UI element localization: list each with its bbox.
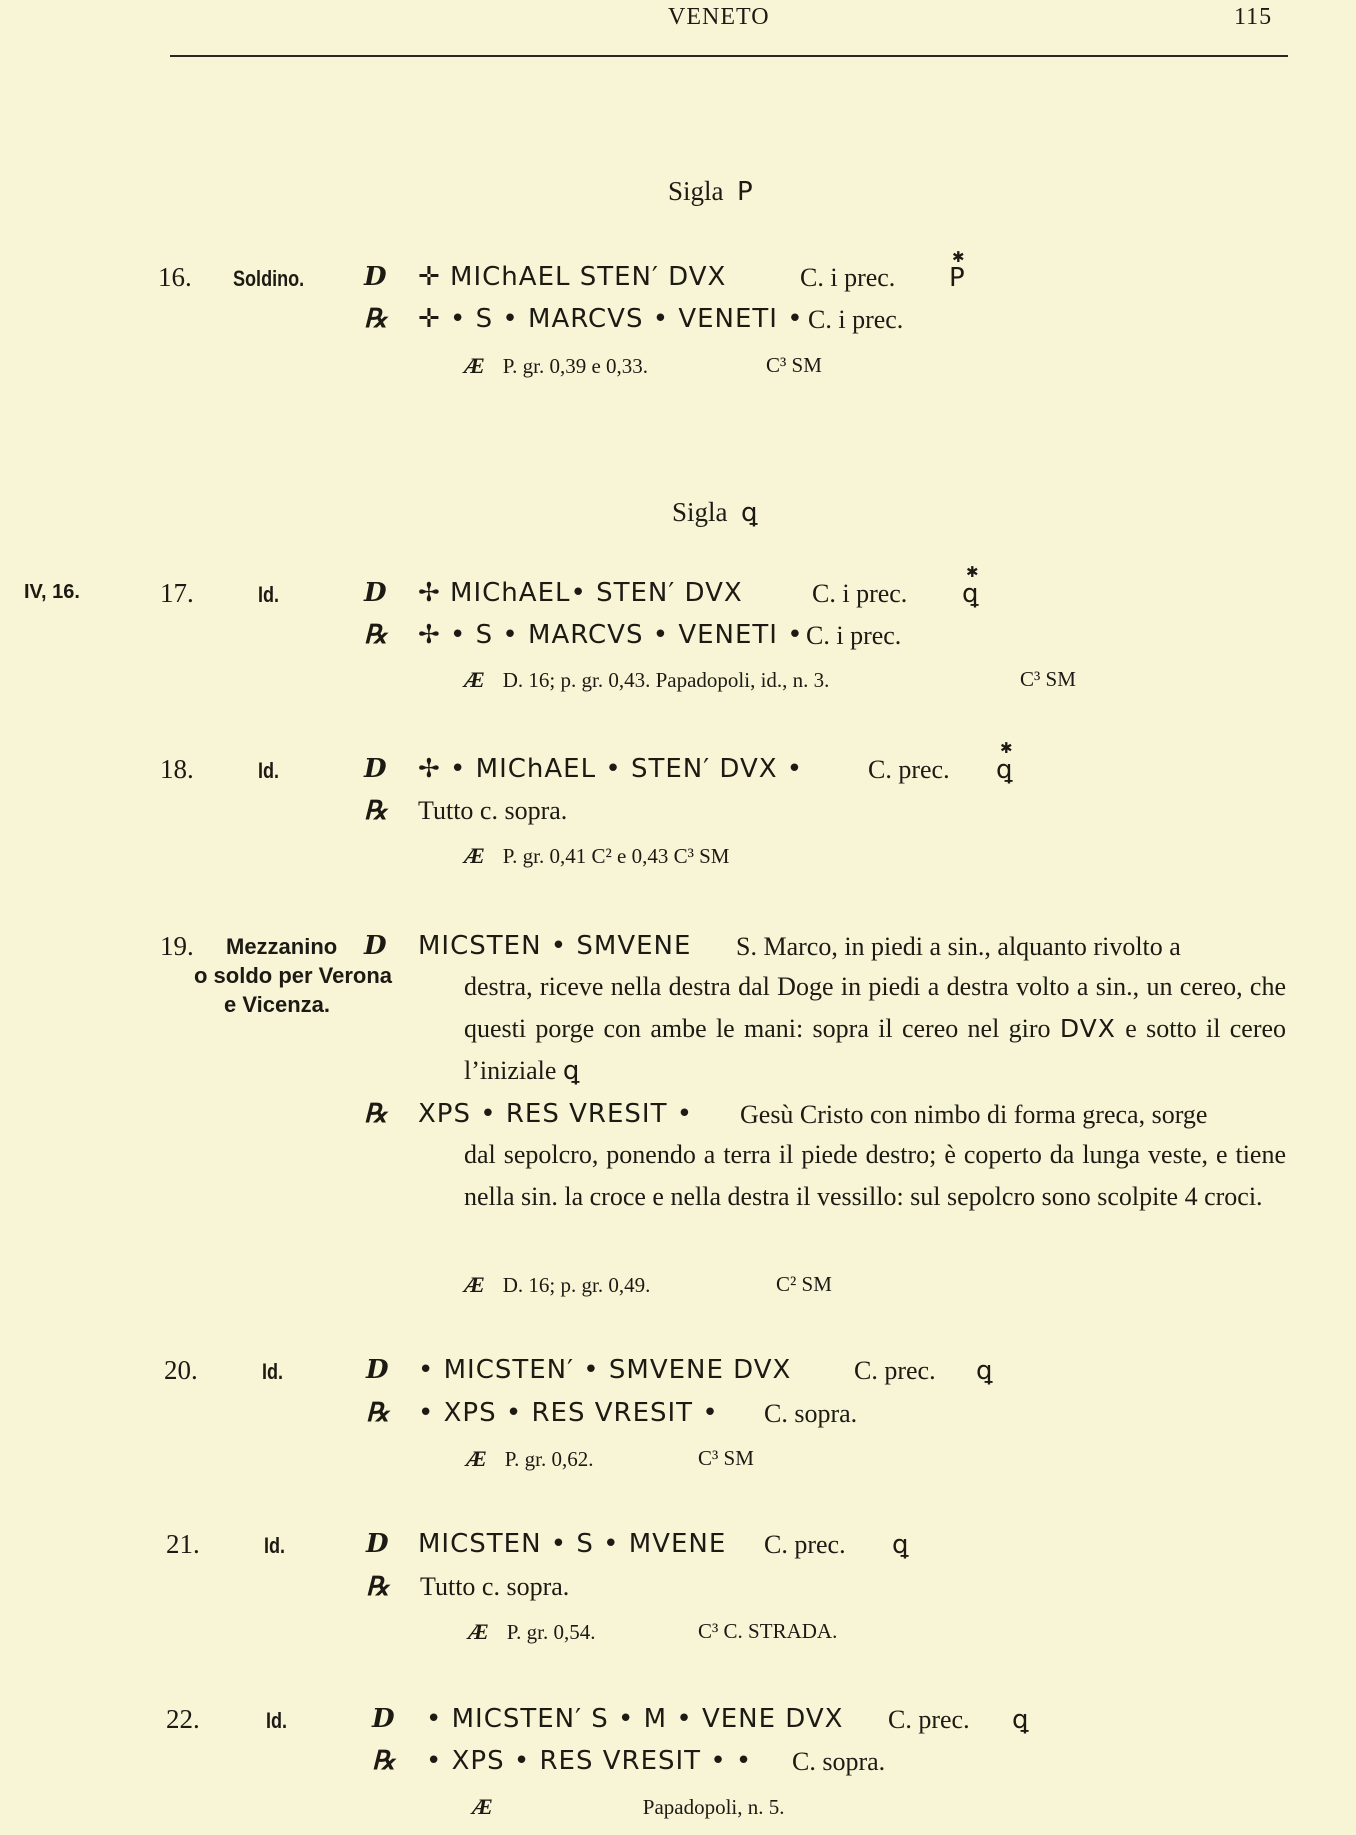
reverse-legend: • XPS • RES VRESIT • • [426,1746,753,1776]
obverse-sigil: D [366,1529,389,1559]
obverse-legend: MICSTEN • SMVENE [418,931,692,961]
specimen-data: Æ P. gr. 0,62. [466,1446,594,1471]
obverse-description: C. prec. [764,1530,846,1559]
obverse-legend: MICSTEN • S • MVENE [418,1529,727,1559]
metal-symbol: Æ [464,353,485,378]
asterisk-mark: ✱ [966,563,979,581]
specimen-data: Æ P. gr. 0,41 C² e 0,43 C³ SM [464,843,730,868]
sigla-mark: ꝗ [962,579,979,609]
entry-number: 20. [164,1355,198,1385]
coin-name-line-2: o soldo per Verona [194,963,393,988]
obverse-description: C. prec. [888,1705,970,1734]
obverse-sigil: D [364,262,387,292]
header-rule [170,55,1288,57]
coin-name: Id. [258,758,280,783]
sigla-mark: P [949,263,965,293]
entry-number: 22. [166,1704,200,1734]
entry-number: 16. [158,262,192,292]
sigla-letter: ꝗ [741,498,758,528]
sigla-letter: P [737,177,753,207]
obverse-legend: • MICSTEN′ S • M • VENE DVX [426,1704,844,1734]
entry-number: 21. [166,1529,200,1559]
section-heading-q: Sigla ꝗ [672,497,758,528]
obverse-description: C. i prec. [800,263,896,292]
coin-name: Soldino. [233,266,305,291]
collection: C² SM [776,1272,832,1296]
reverse-sigil: ℞ [366,1572,390,1602]
reverse-sigil: ℞ [364,1099,388,1129]
coin-name: Id. [262,1359,284,1384]
obverse-legend: ✛ MIChAEL STEN′ DVX [418,262,727,292]
entry-number: 18. [160,754,194,784]
reverse-legend: • XPS • RES VRESIT • [418,1398,719,1428]
inscription: DVX [1059,1014,1116,1043]
reverse-sigil: ℞ [366,1398,390,1428]
collection: C³ SM [766,353,822,377]
obverse-legend: • MICSTEN′ • SMVENE DVX [418,1355,792,1385]
reverse-legend: ✛ • S • MARCVS • VENETI • [418,304,804,334]
entry-number: 19. [160,931,194,961]
asterisk-mark: ✱ [1000,739,1013,757]
obverse-description: C. prec. [854,1356,936,1385]
specimen-data: Æ D. 16; p. gr. 0,43. Papadopoli, id., n. 3. [464,667,830,692]
sigla-mark: ꝗ [1012,1705,1029,1735]
reverse-description: C. i prec. [808,305,904,334]
reverse-description: C. sopra. [764,1399,858,1428]
margin-reference: IV, 16. [24,581,80,603]
obverse-sigil: D [364,931,387,961]
metal-symbol: Æ [468,1619,489,1644]
sigla-mark: ꝗ [976,1356,993,1386]
reverse-description: C. i prec. [806,621,902,650]
collection: C³ SM [698,1446,754,1470]
obverse-legend: ✢ MIChAEL• STEN′ DVX [418,578,743,608]
page-number: 115 [1234,4,1273,30]
obverse-description: C. i prec. [812,579,908,608]
sigla-mark: ꝗ [996,755,1013,785]
obverse-legend: ✢ • MIChAEL • STEN′ DVX • [418,754,804,784]
specimen-data: Æ P. gr. 0,39 e 0,33. [464,353,649,378]
metal-symbol: Æ [472,1794,493,1819]
reverse-sigil: ℞ [364,304,388,334]
obverse-sigil: D [366,1355,389,1385]
asterisk-mark: ✱ [952,248,965,266]
coin-name-line-3: e Vicenza. [224,992,330,1017]
collection: C³ SM [1020,667,1076,691]
reverse-description: dal sepolcro, ponendo a terra il piede destro; è coperto da lunga veste, e tiene nella sin. la croce e nella destra il vessillo: sul sepolcro sono scolpite 4 croci. [464,1140,1286,1211]
specimen-data: Æ P. gr. 0,54. [468,1619,596,1644]
reverse-sigil: ℞ [364,620,388,650]
metal-symbol: Æ [464,843,485,868]
sigla-mark: ꝗ [892,1530,909,1560]
reverse-description: C. sopra. [792,1747,886,1776]
coin-name-line-1: Mezzanino [226,934,338,959]
obverse-description: C. prec. [868,755,950,784]
sigla-mark: ꝗ [562,1056,580,1086]
obverse-description-start: S. Marco, in piedi a sin., alquanto rivolto a [736,932,1181,961]
reverse-legend: ✢ • S • MARCVS • VENETI • [418,620,804,650]
collection: C³ C. STRADA. [698,1619,838,1643]
section-heading-p: Sigla P [668,176,753,207]
reverse-description-start: Gesù Cristo con nimbo di forma greca, sorge [740,1100,1208,1129]
obverse-sigil: D [372,1704,395,1734]
entry-number: 17. [160,578,194,608]
coin-name: Id. [258,582,280,607]
metal-symbol: Æ [464,667,485,692]
metal-symbol: Æ [464,1272,485,1297]
reverse-description: Tutto c. sopra. [420,1572,570,1601]
reverse-sigil: ℞ [364,796,388,826]
specimen-data: Æ Papadopoli, n. 5. [472,1794,785,1819]
coin-name: Id. [266,1708,288,1733]
metal-symbol: Æ [466,1446,487,1471]
obverse-sigil: D [364,754,387,784]
reverse-description: Tutto c. sopra. [418,796,568,825]
reverse-sigil: ℞ [372,1746,396,1776]
obverse-description: destra, riceve nella destra dal Doge in piedi a destra volto a sin., un cereo, che questi porge con ambe le mani: sopra il cereo nel giro DVX e sotto il cereo l’iniziale ꝗ [464,972,1287,1086]
reverse-legend: XPS • RES VRESIT • [418,1099,694,1129]
coin-name: Id. [264,1533,286,1558]
obverse-sigil: D [364,578,387,608]
specimen-data: Æ D. 16; p. gr. 0,49. [464,1272,651,1297]
running-head: VENETO [668,4,770,30]
